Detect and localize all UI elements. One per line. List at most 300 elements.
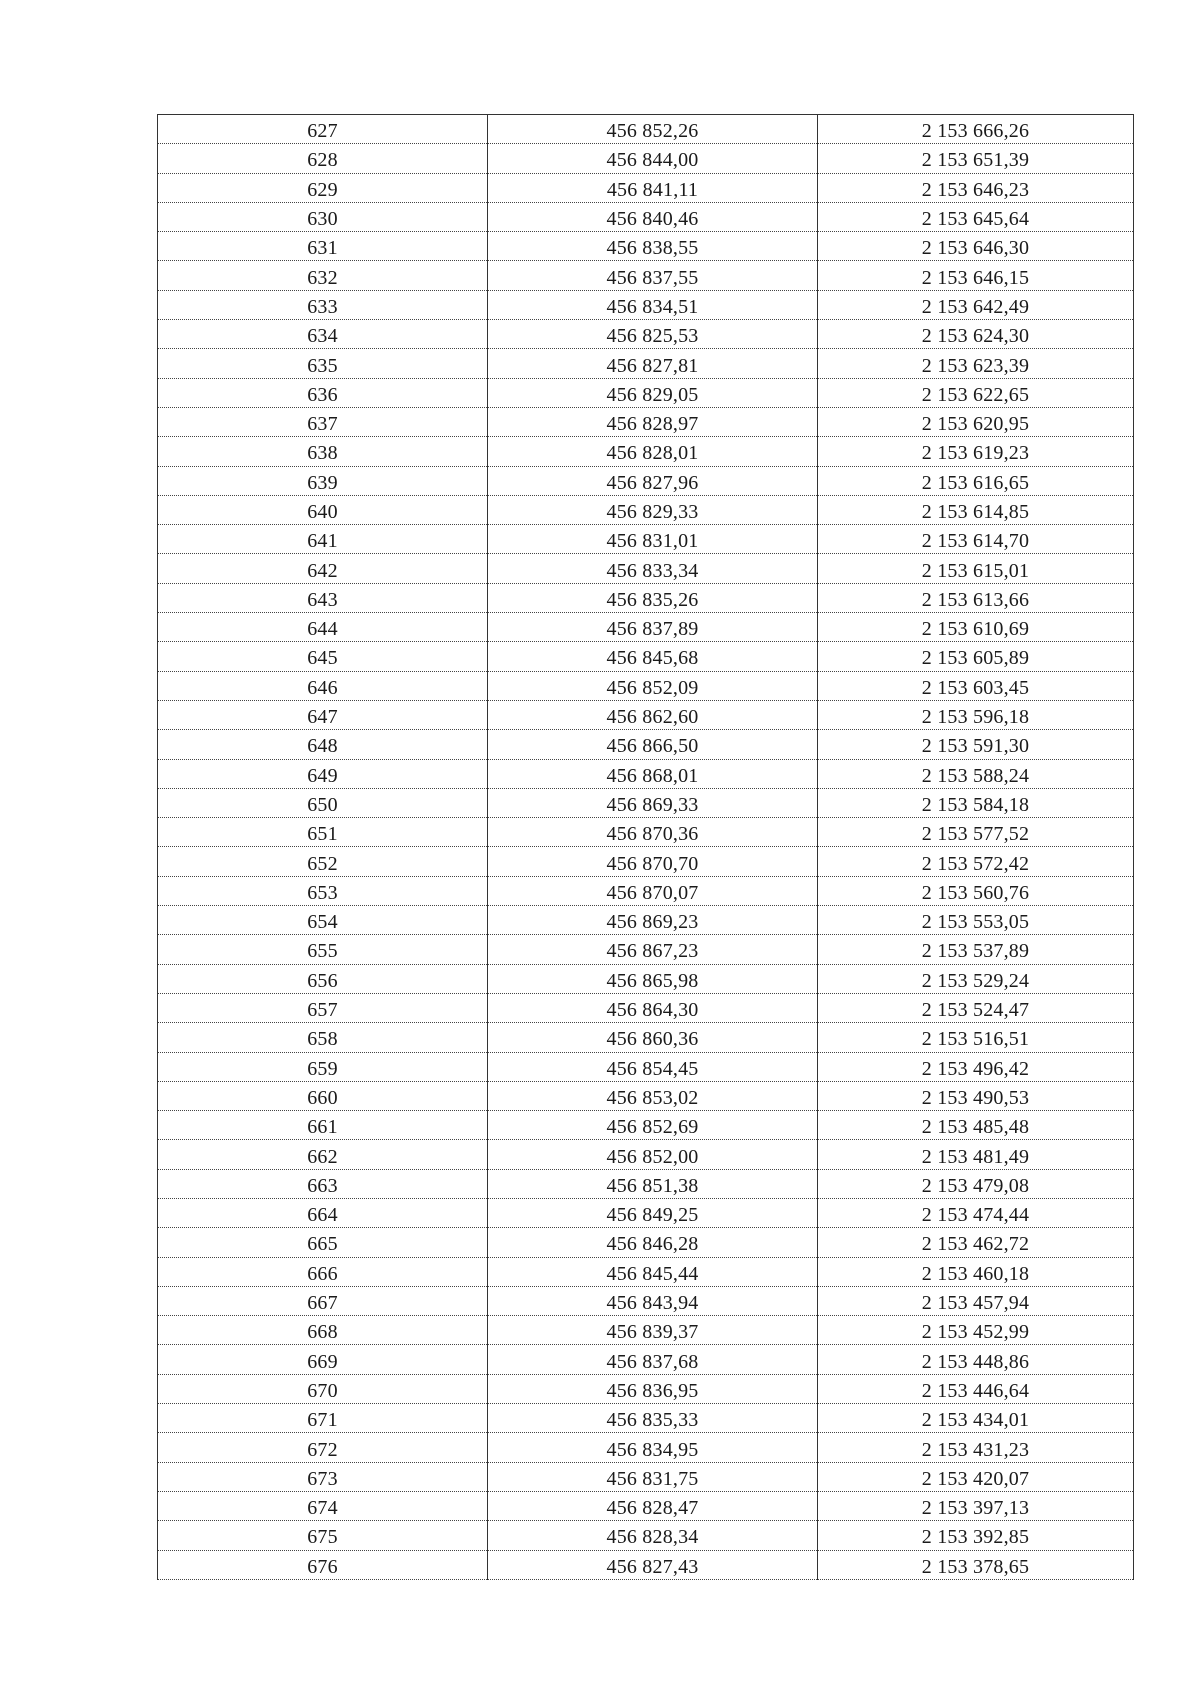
table-row bbox=[158, 906, 1134, 935]
cell-text: 2 153 591,30 bbox=[921, 735, 1030, 758]
x-coordinate-cell bbox=[488, 1111, 818, 1140]
y-coordinate-cell bbox=[818, 525, 1134, 554]
cell-text: 456 869,23 bbox=[606, 911, 699, 934]
table-row bbox=[158, 1257, 1134, 1286]
table-row bbox=[158, 144, 1134, 173]
y-coordinate-cell bbox=[818, 1550, 1134, 1579]
point-number-cell bbox=[158, 1316, 488, 1345]
x-coordinate-cell bbox=[488, 1169, 818, 1198]
point-number-cell bbox=[158, 993, 488, 1022]
cell-text: 675 bbox=[307, 1526, 338, 1549]
cell-text: 2 153 666,26 bbox=[921, 120, 1030, 143]
x-coordinate-cell bbox=[488, 1023, 818, 1052]
cell-text: 2 153 457,94 bbox=[921, 1292, 1030, 1315]
y-coordinate-cell bbox=[818, 993, 1134, 1022]
cell-text: 456 864,30 bbox=[606, 999, 699, 1022]
table-row bbox=[158, 1462, 1134, 1491]
cell-text: 2 153 462,72 bbox=[921, 1233, 1030, 1256]
table-row bbox=[158, 115, 1134, 144]
x-coordinate-cell bbox=[488, 1433, 818, 1462]
y-coordinate-cell bbox=[818, 378, 1134, 407]
x-coordinate-cell bbox=[488, 1257, 818, 1286]
cell-text: 2 153 624,30 bbox=[921, 325, 1030, 348]
y-coordinate-cell bbox=[818, 232, 1134, 261]
table-row bbox=[158, 935, 1134, 964]
x-coordinate-cell bbox=[488, 906, 818, 935]
cell-text: 456 870,07 bbox=[606, 881, 699, 904]
cell-text: 676 bbox=[307, 1555, 338, 1578]
point-number-cell bbox=[158, 847, 488, 876]
table-row bbox=[158, 261, 1134, 290]
cell-text: 671 bbox=[307, 1409, 338, 1432]
table-row bbox=[158, 320, 1134, 349]
cell-text: 654 bbox=[307, 911, 338, 934]
y-coordinate-cell bbox=[818, 1052, 1134, 1081]
cell-text: 2 153 572,42 bbox=[921, 852, 1030, 875]
cell-text: 663 bbox=[307, 1174, 338, 1197]
x-coordinate-cell bbox=[488, 202, 818, 231]
point-number-cell bbox=[158, 642, 488, 671]
point-number-cell bbox=[158, 1257, 488, 1286]
table-row bbox=[158, 1345, 1134, 1374]
cell-text: 456 854,45 bbox=[606, 1057, 699, 1080]
x-coordinate-cell bbox=[488, 1550, 818, 1579]
x-coordinate-cell bbox=[488, 642, 818, 671]
x-coordinate-cell bbox=[488, 525, 818, 554]
table-row bbox=[158, 1023, 1134, 1052]
table-row bbox=[158, 788, 1134, 817]
point-number-cell bbox=[158, 1345, 488, 1374]
cell-text: 674 bbox=[307, 1497, 338, 1520]
x-coordinate-cell bbox=[488, 144, 818, 173]
cell-text: 2 153 605,89 bbox=[921, 647, 1030, 670]
x-coordinate-cell bbox=[488, 1228, 818, 1257]
cell-text: 2 153 646,23 bbox=[921, 178, 1030, 201]
point-number-cell bbox=[158, 466, 488, 495]
point-number-cell bbox=[158, 759, 488, 788]
cell-text: 627 bbox=[307, 120, 338, 143]
cell-text: 658 bbox=[307, 1028, 338, 1051]
table-row bbox=[158, 1198, 1134, 1227]
cell-text: 2 153 420,07 bbox=[921, 1467, 1030, 1490]
point-number-cell bbox=[158, 437, 488, 466]
cell-text: 2 153 474,44 bbox=[921, 1204, 1030, 1227]
x-coordinate-cell bbox=[488, 1404, 818, 1433]
x-coordinate-cell bbox=[488, 700, 818, 729]
x-coordinate-cell bbox=[488, 1140, 818, 1169]
cell-text: 456 827,96 bbox=[606, 471, 699, 494]
y-coordinate-cell bbox=[818, 1286, 1134, 1315]
point-number-cell bbox=[158, 115, 488, 144]
x-coordinate-cell bbox=[488, 232, 818, 261]
point-number-cell bbox=[158, 1169, 488, 1198]
table-row bbox=[158, 554, 1134, 583]
point-number-cell bbox=[158, 349, 488, 378]
cell-text: 456 828,34 bbox=[606, 1526, 699, 1549]
cell-text: 2 153 479,08 bbox=[921, 1174, 1030, 1197]
y-coordinate-cell bbox=[818, 495, 1134, 524]
table-row bbox=[158, 613, 1134, 642]
table-row bbox=[158, 466, 1134, 495]
cell-text: 642 bbox=[307, 559, 338, 582]
cell-text: 2 153 446,64 bbox=[921, 1379, 1030, 1402]
y-coordinate-cell bbox=[818, 437, 1134, 466]
cell-text: 2 153 642,49 bbox=[921, 295, 1030, 318]
x-coordinate-cell bbox=[488, 671, 818, 700]
cell-text: 629 bbox=[307, 178, 338, 201]
cell-text: 456 831,01 bbox=[606, 530, 699, 553]
point-number-cell bbox=[158, 1550, 488, 1579]
cell-text: 2 153 490,53 bbox=[921, 1086, 1030, 1109]
cell-text: 456 852,00 bbox=[606, 1145, 699, 1168]
cell-text: 2 153 616,65 bbox=[921, 471, 1030, 494]
cell-text: 456 829,05 bbox=[606, 383, 699, 406]
cell-text: 666 bbox=[307, 1262, 338, 1285]
y-coordinate-cell bbox=[818, 1433, 1134, 1462]
y-coordinate-cell bbox=[818, 1316, 1134, 1345]
point-number-cell bbox=[158, 964, 488, 993]
y-coordinate-cell bbox=[818, 261, 1134, 290]
x-coordinate-cell bbox=[488, 1374, 818, 1403]
x-coordinate-cell bbox=[488, 613, 818, 642]
point-number-cell bbox=[158, 232, 488, 261]
cell-text: 632 bbox=[307, 266, 338, 289]
table-row bbox=[158, 1228, 1134, 1257]
cell-text: 456 852,69 bbox=[606, 1116, 699, 1139]
point-number-cell bbox=[158, 613, 488, 642]
x-coordinate-cell bbox=[488, 1462, 818, 1491]
y-coordinate-cell bbox=[818, 788, 1134, 817]
x-coordinate-cell bbox=[488, 320, 818, 349]
x-coordinate-cell bbox=[488, 993, 818, 1022]
cell-text: 456 828,01 bbox=[606, 442, 699, 465]
x-coordinate-cell bbox=[488, 437, 818, 466]
point-number-cell bbox=[158, 144, 488, 173]
cell-text: 2 153 615,01 bbox=[921, 559, 1030, 582]
x-coordinate-cell bbox=[488, 818, 818, 847]
cell-text: 2 153 496,42 bbox=[921, 1057, 1030, 1080]
x-coordinate-cell bbox=[488, 935, 818, 964]
cell-text: 2 153 560,76 bbox=[921, 881, 1030, 904]
y-coordinate-cell bbox=[818, 407, 1134, 436]
table-row bbox=[158, 1316, 1134, 1345]
cell-text: 2 153 622,65 bbox=[921, 383, 1030, 406]
y-coordinate-cell bbox=[818, 1521, 1134, 1550]
table-row bbox=[158, 993, 1134, 1022]
x-coordinate-cell bbox=[488, 1345, 818, 1374]
table-row bbox=[158, 378, 1134, 407]
cell-text: 659 bbox=[307, 1057, 338, 1080]
y-coordinate-cell bbox=[818, 759, 1134, 788]
cell-text: 634 bbox=[307, 325, 338, 348]
point-number-cell bbox=[158, 1374, 488, 1403]
x-coordinate-cell bbox=[488, 554, 818, 583]
point-number-cell bbox=[158, 1286, 488, 1315]
cell-text: 655 bbox=[307, 940, 338, 963]
y-coordinate-cell bbox=[818, 906, 1134, 935]
x-coordinate-cell bbox=[488, 1052, 818, 1081]
cell-text: 456 825,53 bbox=[606, 325, 699, 348]
y-coordinate-cell bbox=[818, 876, 1134, 905]
x-coordinate-cell bbox=[488, 1286, 818, 1315]
y-coordinate-cell bbox=[818, 1081, 1134, 1110]
cell-text: 672 bbox=[307, 1438, 338, 1461]
point-number-cell bbox=[158, 935, 488, 964]
y-coordinate-cell bbox=[818, 1345, 1134, 1374]
coordinates-table-body bbox=[158, 115, 1134, 1580]
table-row bbox=[158, 1491, 1134, 1520]
x-coordinate-cell bbox=[488, 1491, 818, 1520]
cell-text: 456 827,81 bbox=[606, 354, 699, 377]
point-number-cell bbox=[158, 1228, 488, 1257]
x-coordinate-cell bbox=[488, 466, 818, 495]
cell-text: 660 bbox=[307, 1086, 338, 1109]
table-row bbox=[158, 1140, 1134, 1169]
table-row bbox=[158, 730, 1134, 759]
cell-text: 638 bbox=[307, 442, 338, 465]
point-number-cell bbox=[158, 554, 488, 583]
x-coordinate-cell bbox=[488, 876, 818, 905]
point-number-cell bbox=[158, 525, 488, 554]
point-number-cell bbox=[158, 407, 488, 436]
table-row bbox=[158, 349, 1134, 378]
cell-text: 456 841,11 bbox=[606, 178, 699, 201]
point-number-cell bbox=[158, 583, 488, 612]
table-row bbox=[158, 437, 1134, 466]
cell-text: 2 153 529,24 bbox=[921, 969, 1030, 992]
cell-text: 2 153 516,51 bbox=[921, 1028, 1030, 1051]
y-coordinate-cell bbox=[818, 349, 1134, 378]
cell-text: 456 840,46 bbox=[606, 208, 699, 231]
point-number-cell bbox=[158, 1140, 488, 1169]
x-coordinate-cell bbox=[488, 407, 818, 436]
cell-text: 657 bbox=[307, 999, 338, 1022]
y-coordinate-cell bbox=[818, 935, 1134, 964]
cell-text: 2 153 553,05 bbox=[921, 911, 1030, 934]
x-coordinate-cell bbox=[488, 1081, 818, 1110]
table-row bbox=[158, 583, 1134, 612]
cell-text: 456 862,60 bbox=[606, 706, 699, 729]
cell-text: 664 bbox=[307, 1204, 338, 1227]
y-coordinate-cell bbox=[818, 700, 1134, 729]
cell-text: 670 bbox=[307, 1379, 338, 1402]
cell-text: 2 153 524,47 bbox=[921, 999, 1030, 1022]
table-row bbox=[158, 1374, 1134, 1403]
cell-text: 456 852,09 bbox=[606, 676, 699, 699]
y-coordinate-cell bbox=[818, 671, 1134, 700]
cell-text: 456 866,50 bbox=[606, 735, 699, 758]
table-row bbox=[158, 1052, 1134, 1081]
cell-text: 456 846,28 bbox=[606, 1233, 699, 1256]
y-coordinate-cell bbox=[818, 583, 1134, 612]
table-row bbox=[158, 525, 1134, 554]
cell-text: 2 153 481,49 bbox=[921, 1145, 1030, 1168]
y-coordinate-cell bbox=[818, 466, 1134, 495]
y-coordinate-cell bbox=[818, 144, 1134, 173]
x-coordinate-cell bbox=[488, 290, 818, 319]
point-number-cell bbox=[158, 1491, 488, 1520]
cell-text: 2 153 614,70 bbox=[921, 530, 1030, 553]
cell-text: 456 829,33 bbox=[606, 501, 699, 523]
cell-text: 2 153 392,85 bbox=[921, 1526, 1030, 1549]
cell-text: 649 bbox=[307, 764, 338, 787]
y-coordinate-cell bbox=[818, 554, 1134, 583]
y-coordinate-cell bbox=[818, 1198, 1134, 1227]
cell-text: 2 153 397,13 bbox=[921, 1497, 1030, 1520]
table-row bbox=[158, 232, 1134, 261]
point-number-cell bbox=[158, 671, 488, 700]
y-coordinate-cell bbox=[818, 1140, 1134, 1169]
point-number-cell bbox=[158, 290, 488, 319]
cell-text: 669 bbox=[307, 1350, 338, 1373]
x-coordinate-cell bbox=[488, 759, 818, 788]
cell-text: 2 153 646,15 bbox=[921, 266, 1030, 289]
y-coordinate-cell bbox=[818, 173, 1134, 202]
cell-text: 456 849,25 bbox=[606, 1204, 699, 1227]
table-row bbox=[158, 818, 1134, 847]
cell-text: 2 153 603,45 bbox=[921, 676, 1030, 699]
cell-text: 656 bbox=[307, 969, 338, 992]
cell-text: 456 839,37 bbox=[606, 1321, 699, 1344]
cell-text: 662 bbox=[307, 1145, 338, 1168]
cell-text: 456 867,23 bbox=[606, 940, 699, 963]
table-row bbox=[158, 1081, 1134, 1110]
cell-text: 2 153 431,23 bbox=[921, 1438, 1030, 1461]
point-number-cell bbox=[158, 788, 488, 817]
cell-text: 456 845,44 bbox=[606, 1262, 699, 1285]
cell-text: 644 bbox=[307, 618, 338, 641]
cell-text: 456 865,98 bbox=[606, 969, 699, 992]
cell-text: 456 834,51 bbox=[606, 295, 699, 318]
y-coordinate-cell bbox=[818, 320, 1134, 349]
point-number-cell bbox=[158, 1111, 488, 1140]
cell-text: 645 bbox=[307, 647, 338, 670]
cell-text: 653 bbox=[307, 881, 338, 904]
cell-text: 456 860,36 bbox=[606, 1028, 699, 1051]
cell-text: 639 bbox=[307, 471, 338, 494]
cell-text: 456 837,89 bbox=[606, 618, 699, 641]
table-row bbox=[158, 290, 1134, 319]
table-row bbox=[158, 847, 1134, 876]
table-row bbox=[158, 407, 1134, 436]
cell-text: 456 870,70 bbox=[606, 852, 699, 875]
table-row bbox=[158, 1111, 1134, 1140]
x-coordinate-cell bbox=[488, 847, 818, 876]
cell-text: 2 153 434,01 bbox=[921, 1409, 1030, 1432]
cell-text: 646 bbox=[307, 676, 338, 699]
cell-text: 2 153 588,24 bbox=[921, 764, 1030, 787]
point-number-cell bbox=[158, 1404, 488, 1433]
table-row bbox=[158, 1169, 1134, 1198]
cell-text: 456 844,00 bbox=[606, 149, 699, 172]
cell-text: 2 153 460,18 bbox=[921, 1262, 1030, 1285]
table-row bbox=[158, 1404, 1134, 1433]
coordinates-table bbox=[157, 114, 1134, 1580]
cell-text: 668 bbox=[307, 1321, 338, 1344]
point-number-cell bbox=[158, 1023, 488, 1052]
y-coordinate-cell bbox=[818, 202, 1134, 231]
x-coordinate-cell bbox=[488, 173, 818, 202]
table-row bbox=[158, 173, 1134, 202]
x-coordinate-cell bbox=[488, 349, 818, 378]
cell-text: 651 bbox=[307, 823, 338, 846]
table-row bbox=[158, 1433, 1134, 1462]
table-row bbox=[158, 1521, 1134, 1550]
cell-text: 456 869,33 bbox=[606, 793, 699, 816]
cell-text: 637 bbox=[307, 413, 338, 436]
cell-text: 2 153 610,69 bbox=[921, 618, 1030, 641]
cell-text: 456 838,55 bbox=[606, 237, 699, 260]
point-number-cell bbox=[158, 495, 488, 524]
cell-text: 628 bbox=[307, 149, 338, 172]
cell-text: 456 833,34 bbox=[606, 559, 699, 582]
cell-text: 456 843,94 bbox=[606, 1292, 699, 1315]
x-coordinate-cell bbox=[488, 378, 818, 407]
cell-text: 2 153 577,52 bbox=[921, 823, 1030, 846]
cell-text: 2 153 584,18 bbox=[921, 793, 1030, 816]
point-number-cell bbox=[158, 1081, 488, 1110]
point-number-cell bbox=[158, 1462, 488, 1491]
point-number-cell bbox=[158, 1052, 488, 1081]
x-coordinate-cell bbox=[488, 1316, 818, 1345]
cell-text: 643 bbox=[307, 588, 338, 611]
cell-text: 456 845,68 bbox=[606, 647, 699, 670]
y-coordinate-cell bbox=[818, 1374, 1134, 1403]
y-coordinate-cell bbox=[818, 1111, 1134, 1140]
y-coordinate-cell bbox=[818, 1023, 1134, 1052]
point-number-cell bbox=[158, 876, 488, 905]
cell-text: 631 bbox=[307, 237, 338, 260]
x-coordinate-cell bbox=[488, 730, 818, 759]
cell-text: 648 bbox=[307, 735, 338, 758]
cell-text: 456 837,55 bbox=[606, 266, 699, 289]
point-number-cell bbox=[158, 1521, 488, 1550]
cell-text: 456 851,38 bbox=[606, 1174, 699, 1197]
cell-text: 2 153 614,85 bbox=[921, 501, 1030, 523]
cell-text: 2 153 619,23 bbox=[921, 442, 1030, 465]
cell-text: 641 bbox=[307, 530, 338, 553]
point-number-cell bbox=[158, 378, 488, 407]
y-coordinate-cell bbox=[818, 290, 1134, 319]
cell-text: 665 bbox=[307, 1233, 338, 1256]
y-coordinate-cell bbox=[818, 115, 1134, 144]
x-coordinate-cell bbox=[488, 583, 818, 612]
cell-text: 636 bbox=[307, 383, 338, 406]
point-number-cell bbox=[158, 1198, 488, 1227]
cell-text: 667 bbox=[307, 1292, 338, 1315]
table-row bbox=[158, 700, 1134, 729]
y-coordinate-cell bbox=[818, 613, 1134, 642]
cell-text: 2 153 623,39 bbox=[921, 354, 1030, 377]
y-coordinate-cell bbox=[818, 642, 1134, 671]
cell-text: 652 bbox=[307, 852, 338, 875]
point-number-cell bbox=[158, 730, 488, 759]
table-row bbox=[158, 876, 1134, 905]
cell-text: 2 153 596,18 bbox=[921, 706, 1030, 729]
cell-text: 456 835,26 bbox=[606, 588, 699, 611]
y-coordinate-cell bbox=[818, 1257, 1134, 1286]
table-row bbox=[158, 642, 1134, 671]
cell-text: 456 852,26 bbox=[606, 120, 699, 143]
cell-text: 2 153 378,65 bbox=[921, 1555, 1030, 1578]
y-coordinate-cell bbox=[818, 1491, 1134, 1520]
cell-text: 2 153 613,66 bbox=[921, 588, 1030, 611]
cell-text: 456 837,68 bbox=[606, 1350, 699, 1373]
y-coordinate-cell bbox=[818, 1169, 1134, 1198]
cell-text: 2 153 645,64 bbox=[921, 208, 1030, 231]
cell-text: 2 153 448,86 bbox=[921, 1350, 1030, 1373]
cell-text: 640 bbox=[307, 501, 338, 523]
